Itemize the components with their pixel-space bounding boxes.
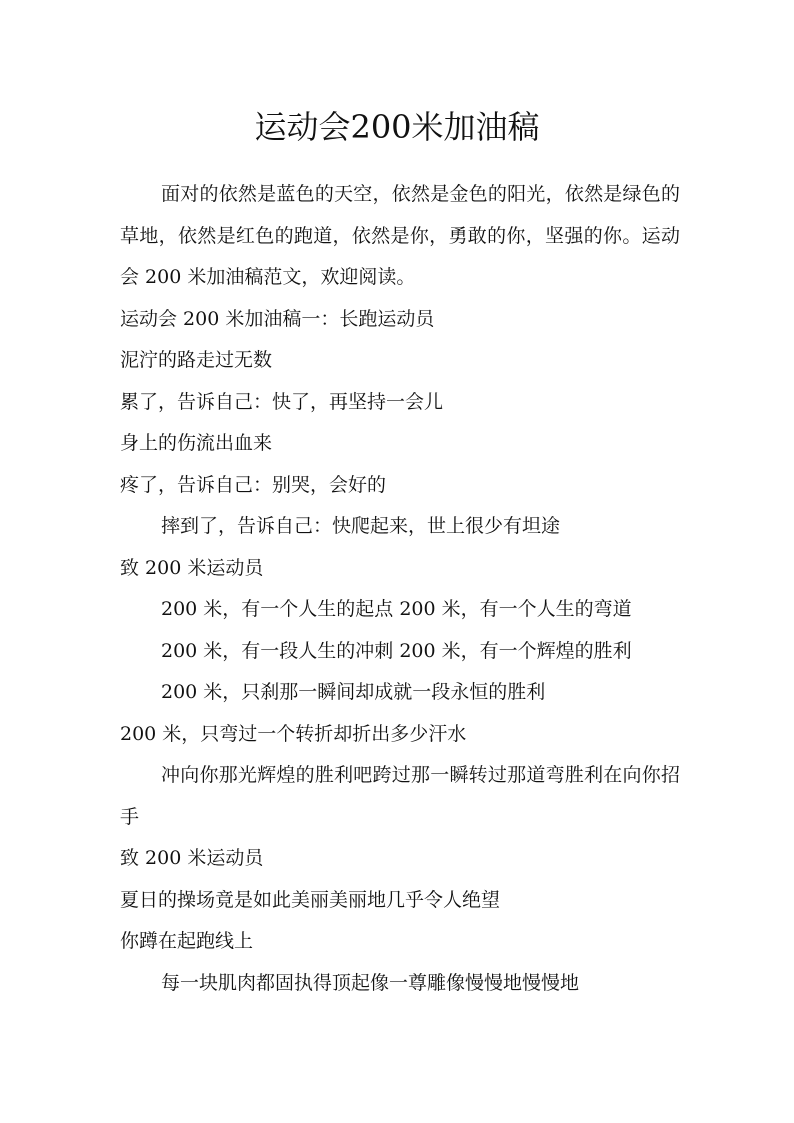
poem-line: 200 米，有一段人生的冲刺 200 米，有一个辉煌的胜利 (161, 639, 632, 662)
poem-line: 泥泞的路走过无数 (120, 349, 273, 371)
document-title: 运动会200米加油稿 (254, 108, 540, 146)
poem-line: 冲向你那光辉煌的胜利吧跨过那一瞬转过那道弯胜利在向你招手 (120, 764, 680, 828)
poem-line: 摔到了，告诉自己：快爬起来，世上很少有坦途 (161, 515, 561, 537)
poem-line: 夏日的操场竟是如此美丽美丽地几乎令人绝望 (120, 888, 501, 911)
intro-paragraph: 面对的依然是蓝色的天空，依然是金色的阳光，依然是绿色的草地，依然是红色的跑道，依然是你，勇敢的你，坚强的你。运动会 200 米加油稿范文，欢迎阅读。 (120, 183, 680, 288)
poem-line: 身上的伤流出血来 (120, 432, 273, 454)
poem-subtitle: 致 200 米运动员 (120, 847, 264, 869)
poem-line: 每一块肌肉都固执得顶起像一尊雕像慢慢地慢慢地 (161, 971, 580, 994)
section-heading: 运动会 200 米加油稿一：长跑运动员 (120, 307, 435, 330)
document-body (120, 174, 680, 1004)
poem-subtitle: 致 200 米运动员 (120, 556, 264, 579)
poem-line: 200 米，只刹那一瞬间却成就一段永恒的胜利 (161, 681, 546, 703)
poem-line: 200 米，有一个人生的起点 200 米，有一个人生的弯道 (161, 598, 632, 620)
poem-line: 200 米，只弯过一个转折却折出多少汗水 (120, 722, 467, 745)
poem-line: 累了，告诉自己：快了，再坚持一会儿 (120, 390, 444, 413)
poem-line: 你蹲在起跑线上 (120, 930, 254, 952)
poem-line: 疼了，告诉自己：别哭，会好的 (120, 473, 387, 496)
